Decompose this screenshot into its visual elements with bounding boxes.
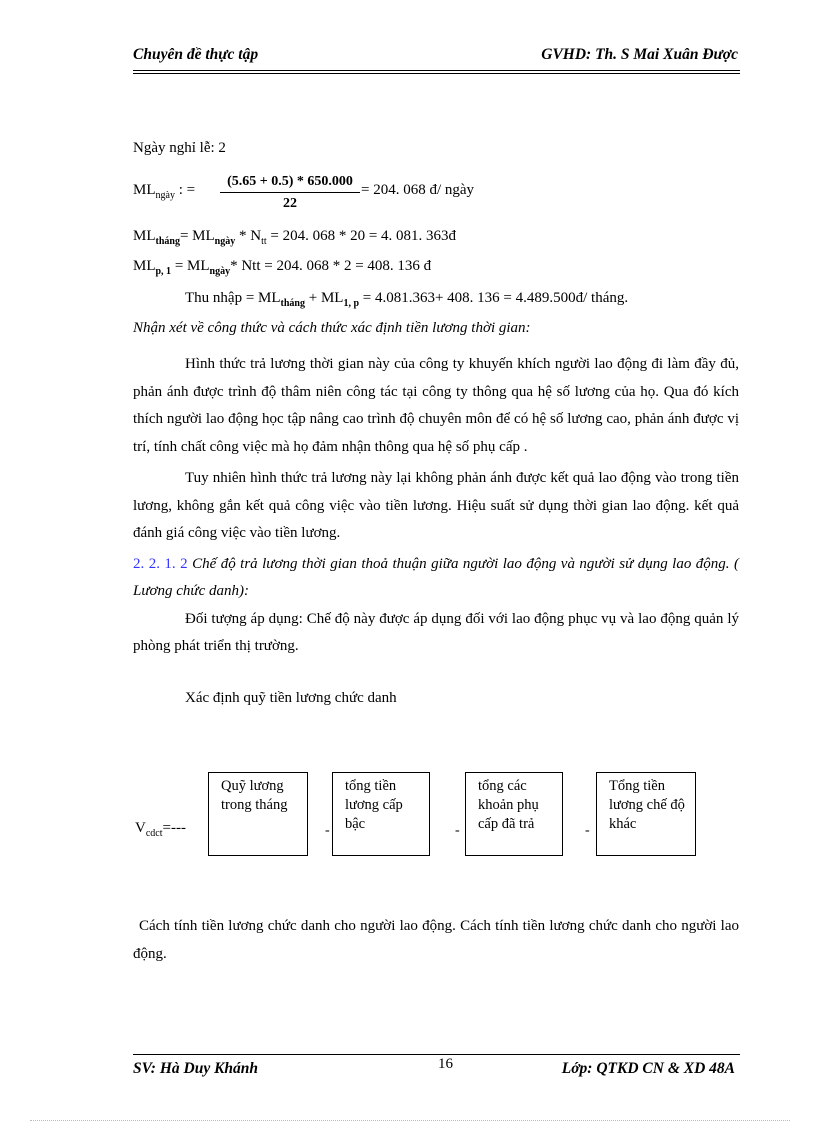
diagram-box-allowances: tổng các khoản phụ cấp đã trả xyxy=(465,772,563,856)
formula-ml-thang: $ML_{tháng}= ML_{ngày} * N_{tt} = 204$. 068 * 20 = 4. 081. 363đ xyxy=(133,228,457,247)
footer-left: SV: Hà Duy Khánh xyxy=(133,1060,259,1077)
section-number: 2. 2. 1. 2 xyxy=(133,555,188,572)
footer-rule xyxy=(133,1054,740,1055)
diagram-box-fund: Quỹ lương trong tháng xyxy=(208,772,308,856)
footer-right: Lớp: QTKD CN & XD 48A xyxy=(561,1060,735,1077)
page-bottom-dotted-line xyxy=(30,1120,790,1121)
page-number: 16 xyxy=(438,1056,453,1072)
header-left: Chuyên đề thực tập xyxy=(133,46,259,63)
paragraph-4: Cách tính tiền lương chức danh cho người lao động. Cách tính tiền lương chức danh cho người lao động. xyxy=(133,918,739,962)
remark-heading: Nhận xét về công thức và cách thức xác định tiền lương thời gian: xyxy=(133,320,531,336)
body-text xyxy=(133,351,739,661)
fraction-denominator: 22 xyxy=(283,196,297,211)
diagram-box-other: Tổng tiền lương chế độ khác xyxy=(596,772,696,856)
formula-ml-ngay: $ML_{ngày}$ : = xyxy=(133,182,196,201)
diagram-lhs: $V_{cdct}=---$ xyxy=(135,820,186,839)
holidays-line: Ngày nghỉ lễ: 2 xyxy=(133,140,226,156)
formula-result: = 204. 068 đ/ ngày xyxy=(361,182,475,198)
fraction-numerator: (5.65 + 0.5) * 650.000 xyxy=(220,174,360,193)
formula-income: Thu nhập = $ML_{tháng} + ML_{1, p} = 4.081.363+ 408$. 136 = 4.489.500đ/ tháng. xyxy=(185,290,629,309)
section-heading xyxy=(133,551,739,606)
section-title: Chế độ trả lương thời gian thoả thuận giữa người lao động và người sử dụng lao động. ( Lương chức danh): xyxy=(133,555,739,599)
formula-fraction xyxy=(220,174,360,212)
paragraph-1: Hình thức trả lương thời gian này của công ty khuyến khích người lao động đi làm đầy đủ, phản ánh được trình độ thâm niên công tác tại công ty thông qua hệ số lương của họ. Qua đó kích thích người lao động học tập nâng cao trình độ chuyên môn để có hệ số lương cao, phản ánh được vị trí, tính chất công việc mà họ đảm nhận thông qua hệ số phụ cấp . xyxy=(133,356,739,455)
header-rule-2 xyxy=(133,73,740,74)
header-right: GVHD: Th. S Mai Xuân Được xyxy=(541,46,738,63)
formula-ml-p1: $ML_{p, 1} = ML_{ngày}*$ Ntt = 204. 068 * 2 = 408. 136 đ xyxy=(133,258,432,277)
fund-label: Xác định quỹ tiền lương chức danh xyxy=(185,690,397,706)
paragraph-2: Tuy nhiên hình thức trả lương này lại không phản ánh được kết quả lao động vào trong tiền lương, không gắn kết quả công việc vào tiền lương. Hiệu suất sử dụng thời gian lao động. kết quả đánh giá công việc vào tiền lương. xyxy=(133,470,739,541)
paragraph-3: Đối tượng áp dụng: Chế độ này được áp dụng đối với lao động phục vụ và lao động quản lý phòng phát triển thị trường. xyxy=(133,610,739,654)
diagram-box-base-salary: tổng tiền lương cấp bậc xyxy=(332,772,430,856)
minus-sign-2: - xyxy=(455,823,460,838)
minus-sign-1: - xyxy=(325,823,330,838)
minus-sign-3: - xyxy=(585,823,590,838)
header-rule xyxy=(133,70,740,71)
